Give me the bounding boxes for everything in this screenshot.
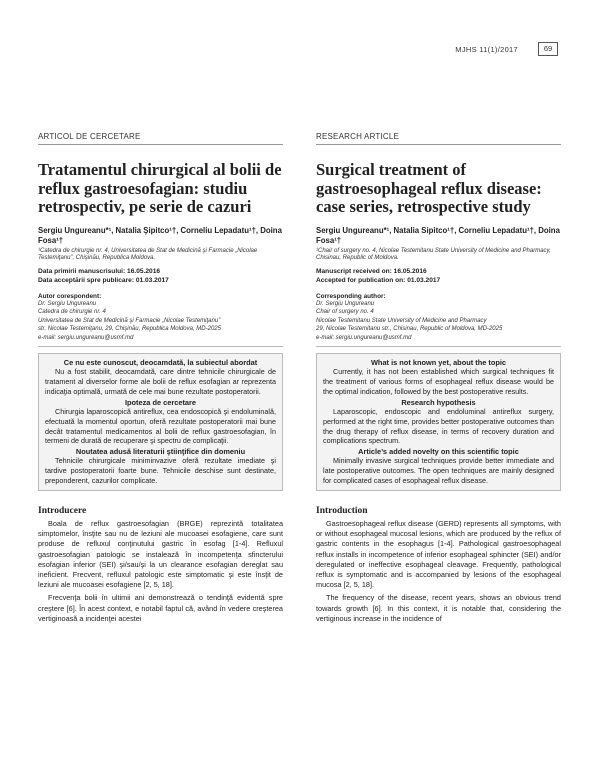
article-title: Tratamentul chirurgical al bolii de reflux gastroesofagian: studiu retrospectiv, pe serie de cazuri — [38, 160, 282, 216]
corresponding-author-label: Autor corespondent: — [38, 292, 102, 300]
corr-name: Dr. Sergiu Ungureanu — [38, 300, 97, 307]
corr-name: Dr. Sergiu Ungureanu — [316, 300, 375, 307]
corr-univ: Nicolae Testemitanu State University of Medicine and Pharmacy — [316, 317, 487, 324]
corr-email: e-mail: sergiu.ungureanu@usmf.md — [316, 334, 412, 341]
box-heading: Noutatea adusă literaturii ştiinţifice din domeniu — [75, 447, 246, 457]
box-paragraph: Laparoscopic, endoscopic and endoluminal antireflux surgery, performed at the right time, provides better postoperative outcomes than the drug therapy of reflux disease, in terms of recovery duration and complications spectrum. — [323, 406, 554, 446]
affiliation: ¹Chair of surgery no. 4, Nicolae Testemitanu State University of Medicine and Pharmacy, Chisinau, Republic of Moldova. — [316, 247, 551, 261]
corr-address: str. Nicolae Testemiţanu, 29, Chişinău, Republica Moldova, MD-2025 — [38, 326, 221, 332]
received-date: Manuscript received on: 16.05.2016 — [316, 267, 427, 275]
body-paragraph: Boala de reflux gastroesofagian (BRGE) reprezintă totalitatea simptomelor, însţite sau nu de leziuni ale mucoasei esofagiene, care sunt produse de refluxul conţinutului gastric în esofag [1-4]. Refluxul gastroesofagian patologic se instalează în incompetenţa sfincterului esofagian inferior (SEI) şi/sau/şi la un clearance esofagian dereglat sau ineficient. Frecvent, refluxul patologic este simptomatic şi este însţit de leziuni ale mucoasei esofagiene [2, 5, 18]. — [38, 519, 283, 590]
box-paragraph: Tehnicile chirurgicale miniminvazive oferă rezultate imediate şi tardive postoperatorii foarte bune. Tehnicile deschise sunt destinate, preponderent, cazurilor complicate. — [45, 456, 276, 486]
corresponding-author-details — [316, 300, 561, 343]
article-type-label: ARTICOL DE CERCETARE — [38, 132, 283, 145]
box-paragraph: Currently, it has not been established which surgical techniques fit the treatment of various forms of esophageal reflux disease would be the optimal indication, followed by the best postoperative results. — [323, 367, 554, 396]
page-number: 69 — [538, 42, 558, 56]
authors-line: Sergiu Ungureanu*¹, Natalia Şipitco¹†, Corneliu Lepadatu¹†, Doina Fosa¹† — [38, 225, 282, 245]
box-heading: Ipoteza de cercetare — [124, 397, 197, 407]
divider — [38, 346, 283, 347]
corr-dept: Catedra de chirurgie nr. 4 — [38, 309, 106, 315]
body-paragraph: The frequency of the disease, recent years, shows an obvious trend towards growth [6]. In this context, it is notable that, considering the vertiginous increase in the incidence of — [316, 593, 561, 623]
authors-line: Sergiu Ungureanu*¹, Natalia Sipitco¹†, Corneliu Lepadatu¹†, Doina Fosa¹† — [316, 225, 560, 245]
article-title: Surgical treatment of gastroesophageal reflux disease: case series, retrospective study — [316, 160, 542, 216]
corr-email: e-mail: sergiu.ungureanu@usmf.md — [38, 334, 134, 341]
received-date: Data primirii manuscrisului: 16.05.2016 — [38, 267, 161, 275]
box-heading: Article’s added novelty on this scientific topic — [358, 447, 519, 457]
body-paragraph: Frecvenţa bolii în ultimii ani demonstrează o tendinţă evidentă spre creştere [6]. În acest context, e notabil faptul că, având în vedere creşterea vertiginoasă a incidenţei acestei — [38, 593, 283, 623]
divider — [316, 346, 561, 347]
corr-univ: Universitatea de Stat de Medicină şi Farmacie „Nicolae Testemiţanu” — [38, 317, 221, 324]
body-paragraph: Gastroesophageal reflux disease (GERD) represents all symptoms, with or without esophageal mucosal lesions, which are produced by the reflux of gastric contents in the esophagus [1-4]. Pathological gastroesophageal reflux installs in incompetence of inferior esophageal sphincter (SEI) and/or deregulated or ineffective esophageal cleavage. Frequently, pathological reflux is symptomatic and is accompanied by lesions of the esophageal mucosa [2, 5, 18]. — [316, 519, 561, 590]
article-type-label: RESEARCH ARTICLE — [316, 132, 561, 145]
accepted-date: Data acceptării spre publicare: 01.03.2017 — [38, 276, 169, 284]
box-paragraph: Minimally invasive surgical techniques provide better immediate and late postoperative outcomes. The open techniques are mainly designed for complicated cases of esophageal reflux disease. — [323, 456, 554, 486]
section-heading-introduction: Introducere — [38, 506, 87, 517]
affiliation: ¹Catedra de chirurgie nr. 4, Universitatea de Stat de Medicină şi Farmacie „Nicolae Testemiţanu”, Chişinău, Republica Moldova. — [38, 247, 258, 261]
dates-block — [38, 267, 283, 285]
dates-block — [316, 267, 561, 285]
right-column — [316, 132, 561, 624]
left-column — [38, 132, 283, 624]
box-paragraph: Chirurgia laparoscopică antireflux, cea endoscopică şi endoluminală, efectuată la momentul oportun, oferă rezultate postoperatorii mai bune decât tratamentul medicamentos al bolii de reflux gastroesofagian, în termeni de durată de recuperare şi spectru de complicaţii. — [45, 406, 276, 446]
box-heading: Research hypothesis — [401, 397, 476, 407]
summary-box — [316, 353, 561, 491]
corr-address: 29, Nicolae Testemitanu str., Chisinau, Republic of Moldova, MD-2025 — [316, 326, 503, 332]
corresponding-author-label: Corresponding author: — [316, 292, 386, 300]
journal-citation: MJHS 11(1)/2017 — [455, 45, 518, 54]
section-heading-introduction: Introduction — [316, 506, 368, 517]
box-paragraph: Nu a fost stabilit, deocamdată, care dintre tehnicile chirurgicale de tratament al diverselor forme ale bolii de reflux esofagian ar reprezenta indicaţia optimală, urmată de cele mai bune rezultate postoperatorii. — [45, 367, 276, 396]
corr-dept: Chair of surgery no. 4 — [316, 309, 374, 315]
box-heading: What is not known yet, about the topic — [370, 358, 507, 367]
box-heading: Ce nu este cunoscut, deocamdată, la subiectul abordat — [63, 358, 258, 367]
accepted-date: Accepted for publication on: 01.03.2017 — [316, 276, 441, 284]
corresponding-author-details — [38, 300, 283, 343]
summary-box — [38, 353, 283, 491]
